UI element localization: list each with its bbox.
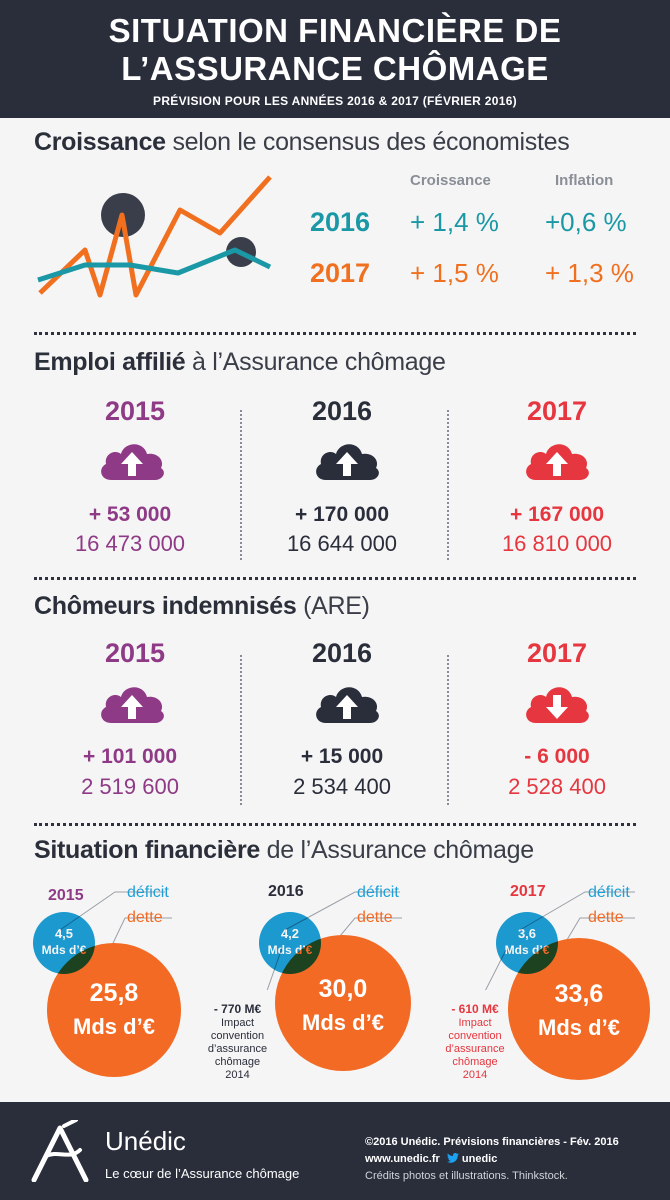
- unemployed-title-rest: (ARE): [303, 592, 370, 620]
- impact-note: [195, 1003, 280, 1082]
- finance-title: [34, 836, 534, 865]
- employment-year: 2015: [104, 396, 166, 426]
- divider: [34, 332, 636, 335]
- impact-text: convention: [448, 1030, 502, 1042]
- col-growth-header: Croissance: [410, 172, 491, 189]
- employment-total: 16 810 000: [501, 531, 613, 556]
- impact-text: 2014: [225, 1069, 250, 1081]
- col-inflation-header: Inflation: [555, 172, 614, 189]
- growth-title-rest: selon le consensus des économistes: [172, 128, 570, 156]
- twitter-handle[interactable]: unedic: [461, 1153, 498, 1165]
- cloud-download-icon: [522, 677, 592, 725]
- employment-delta: + 53 000: [88, 503, 172, 526]
- impact-text: convention: [210, 1030, 265, 1042]
- unemployed-year: 2017: [526, 638, 588, 668]
- footer-links: [365, 1153, 497, 1165]
- impact-text: chômage: [214, 1056, 261, 1068]
- deficit-value: 4,2: [280, 926, 300, 941]
- label-dette: dette: [127, 909, 163, 926]
- column-divider: [240, 410, 242, 560]
- dette-unit: Mds d’€: [302, 1010, 384, 1035]
- employment-delta: + 167 000: [509, 503, 604, 526]
- cloud-upload-icon: [97, 434, 167, 482]
- growth-year-2017: 2017: [310, 258, 371, 288]
- label-deficit: déficit: [588, 884, 630, 901]
- credits: Crédits photos et illustrations. Thinkstock.: [365, 1170, 568, 1182]
- orange-trend-line: [40, 177, 270, 295]
- deficit-unit: Mds d’€: [41, 943, 87, 957]
- growth-title: [34, 128, 569, 157]
- impact-text: d’assurance: [445, 1043, 505, 1055]
- finance-title-rest: de l’Assurance chômage: [266, 836, 534, 864]
- employment-total: 16 644 000: [286, 531, 398, 556]
- cloud-upload-icon: [312, 434, 382, 482]
- divider: [34, 577, 636, 580]
- cloud-upload-icon: [312, 677, 382, 725]
- unedic-logo: [30, 1120, 90, 1182]
- deficit-circle: [33, 912, 95, 974]
- dette-value: 30,0: [318, 975, 368, 1003]
- finance-year: 2016: [268, 883, 304, 900]
- footer: [0, 1102, 670, 1200]
- deficit-unit: Mds d’€: [504, 943, 550, 957]
- impact-text: Impact: [458, 1017, 492, 1029]
- deficit-circle: [259, 912, 321, 974]
- finance-title-bold: Situation financière: [34, 836, 260, 864]
- employment-total: 16 473 000: [74, 531, 186, 556]
- label-deficit: déficit: [127, 884, 169, 901]
- employment-title-bold: Emploi affilié: [34, 348, 186, 376]
- dette-value: 25,8: [89, 979, 139, 1007]
- header: [0, 0, 670, 118]
- subtitle: PRÉVISION POUR LES ANNÉES 2016 & 2017 (FÉVRIER 2016): [153, 94, 517, 108]
- unemployed-total: 2 519 600: [81, 774, 179, 799]
- growth-title-bold: Croissance: [34, 128, 166, 156]
- finance-year: 2017: [510, 883, 546, 900]
- unemployed-delta: + 15 000: [300, 745, 384, 768]
- inflation-2016: +0,6 %: [545, 207, 627, 237]
- label-deficit: déficit: [357, 884, 399, 901]
- website-link[interactable]: www.unedic.fr: [365, 1153, 440, 1165]
- column-divider: [447, 410, 449, 560]
- inflation-2017: + 1,3 %: [545, 258, 634, 288]
- finance-year: 2015: [48, 887, 84, 904]
- label-dette: dette: [357, 909, 393, 926]
- divider: [34, 823, 636, 826]
- title-line-2: L’ASSURANCE CHÔMAGE: [121, 50, 549, 87]
- employment-title-rest: à l’Assurance chômage: [192, 348, 446, 376]
- column-divider: [447, 655, 449, 805]
- growth-2017: + 1,5 %: [410, 258, 499, 288]
- deficit-unit: Mds d’€: [267, 943, 313, 957]
- unemployed-total: 2 534 400: [293, 774, 391, 799]
- growth-year-2016: 2016: [310, 207, 371, 237]
- label-dette: dette: [588, 909, 624, 926]
- column-divider: [240, 655, 242, 805]
- growth-2016: + 1,4 %: [410, 207, 499, 237]
- dette-unit: Mds d’€: [73, 1014, 155, 1039]
- impact-text: 2014: [462, 1069, 488, 1081]
- brand-name: Unédic: [105, 1126, 186, 1156]
- impact-value: - 770 M€: [213, 1002, 262, 1016]
- impact-text: Impact: [220, 1017, 254, 1029]
- dette-value: 33,6: [554, 980, 604, 1008]
- unemployed-delta: - 6 000: [524, 745, 590, 768]
- unemployed-delta: + 101 000: [82, 745, 177, 768]
- cloud-upload-icon: [522, 434, 592, 482]
- brand-tagline: Le cœur de l’Assurance chômage: [105, 1166, 300, 1181]
- impact-note: [430, 1003, 520, 1082]
- unemployed-year: 2015: [104, 638, 166, 668]
- employment-year: 2017: [526, 396, 588, 426]
- unemployed-title-bold: Chômeurs indemnisés: [34, 592, 297, 620]
- unemployed-year: 2016: [311, 638, 373, 668]
- dette-unit: Mds d’€: [538, 1015, 620, 1040]
- unemployed-title: [34, 592, 370, 621]
- cloud-upload-icon: [97, 677, 167, 725]
- employment-title: [34, 348, 446, 377]
- title-line-1: SITUATION FINANCIÈRE DE: [108, 12, 562, 49]
- deficit-value: 4,5: [54, 926, 74, 941]
- impact-text: d’assurance: [207, 1043, 268, 1055]
- growth-illustration: [30, 165, 290, 315]
- deficit-circle: [496, 912, 558, 974]
- employment-year: 2016: [311, 396, 373, 426]
- impact-value: - 610 M€: [451, 1002, 499, 1016]
- impact-text: chômage: [452, 1056, 498, 1068]
- deficit-value: 3,6: [517, 926, 537, 941]
- twitter-bird-icon: [447, 1153, 459, 1163]
- copyright: ©2016 Unédic. Prévisions financières - Fév. 2016: [365, 1136, 619, 1148]
- employment-delta: + 170 000: [294, 503, 389, 526]
- unemployed-total: 2 528 400: [508, 774, 606, 799]
